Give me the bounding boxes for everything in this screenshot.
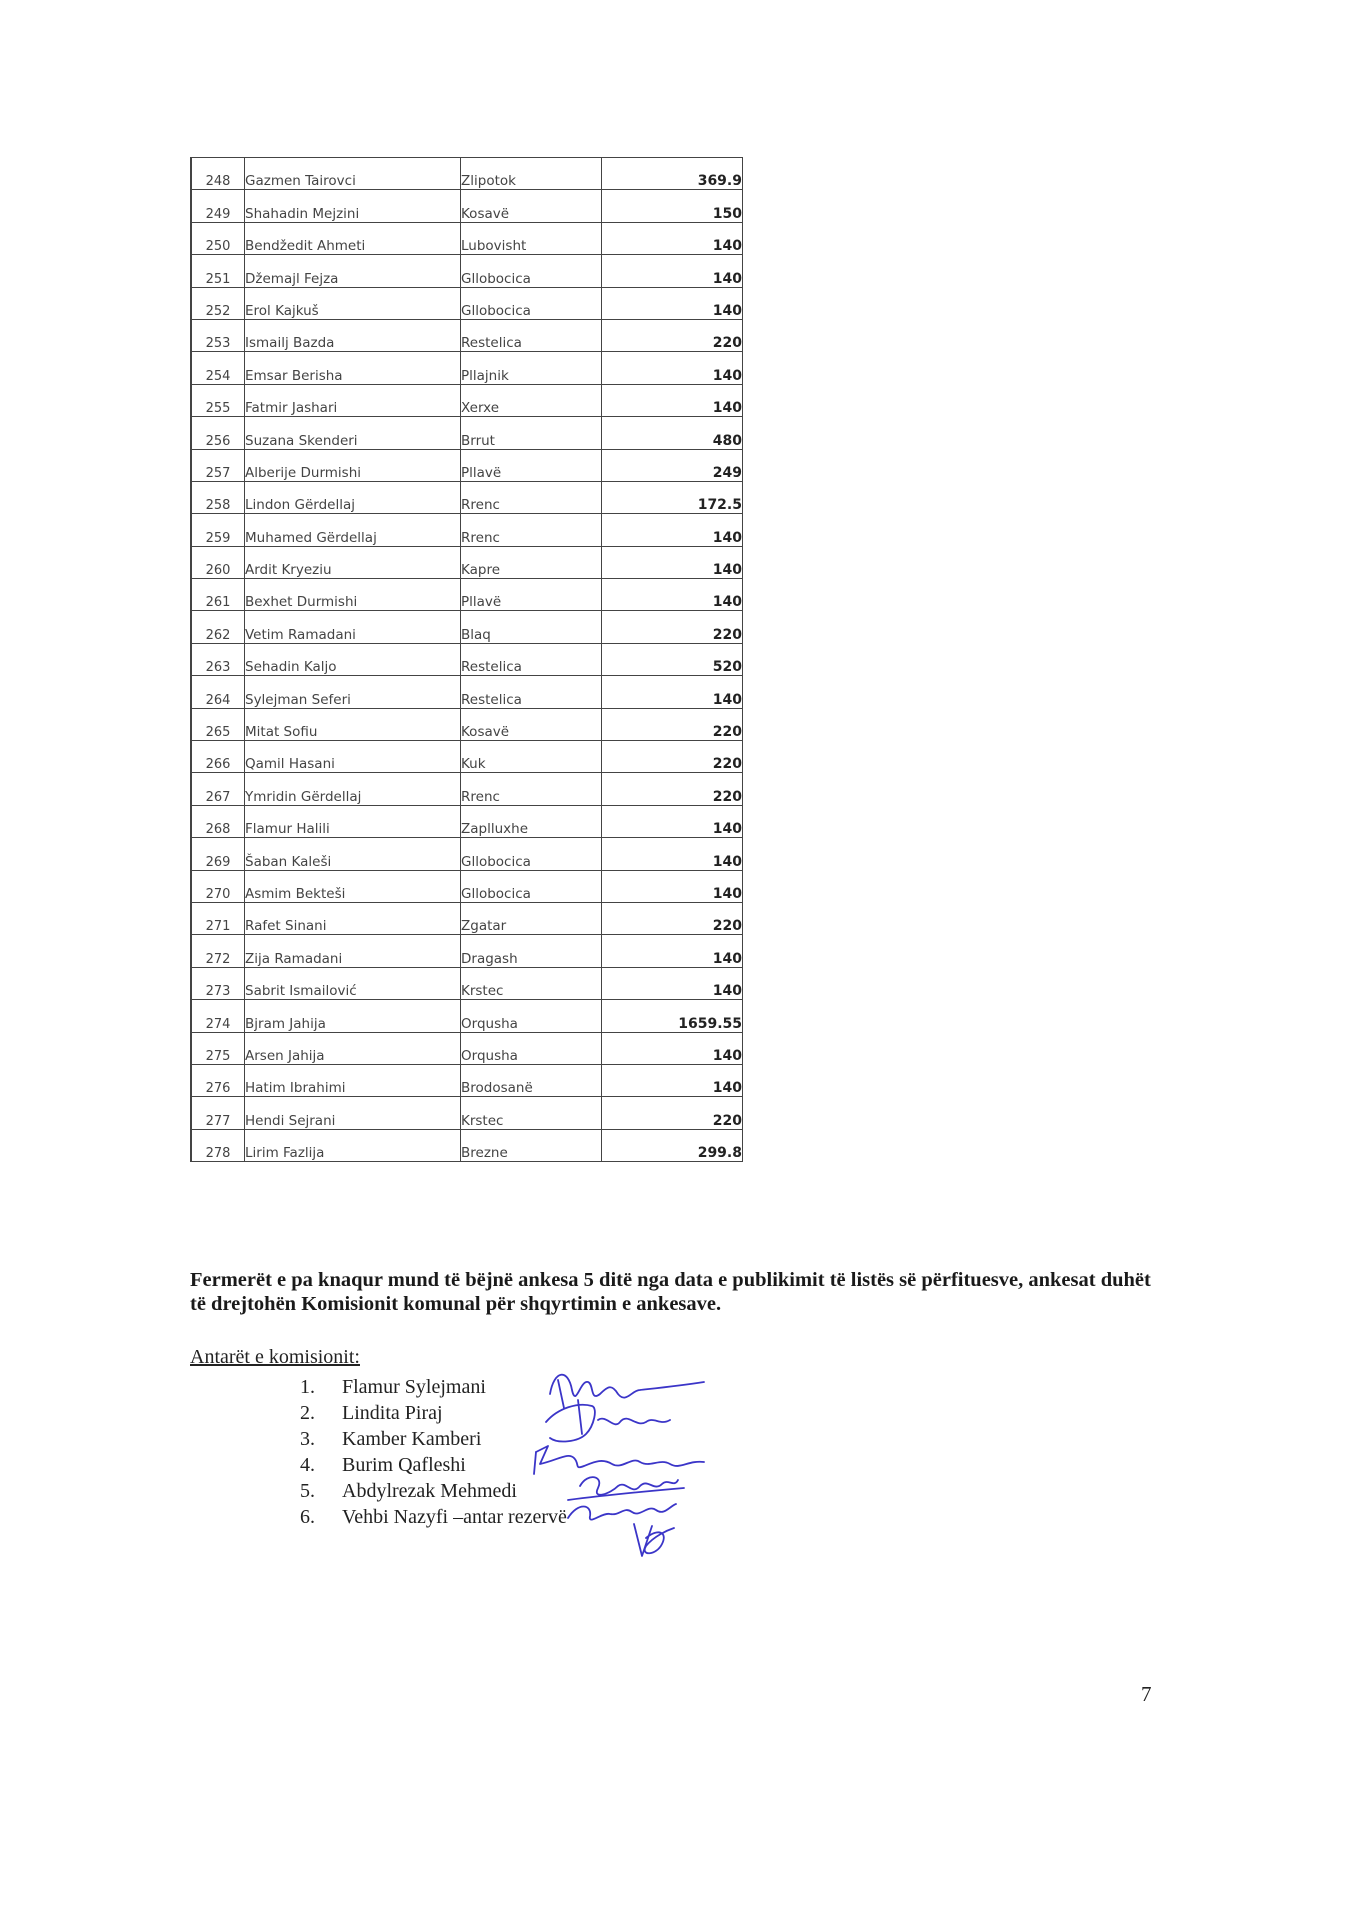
amount-value: 140 [602, 1032, 743, 1064]
table-row [191, 255, 743, 287]
signature-1 [550, 1375, 704, 1398]
beneficiary-name: Šaban Kaleši [245, 838, 461, 870]
amount-value: 140 [602, 838, 743, 870]
village-name: Brrut [461, 417, 602, 449]
amount-value: 220 [602, 319, 743, 351]
amount-value: 249 [602, 449, 743, 481]
table-row [191, 222, 743, 254]
table-row [191, 190, 743, 222]
village-name: Zgatar [461, 902, 602, 934]
beneficiary-name: Fatmir Jashari [245, 384, 461, 416]
amount-value: 480 [602, 417, 743, 449]
row-number: 248 [191, 158, 245, 190]
table-row [191, 481, 743, 513]
member-name: Vehbi Nazyfi –antar rezervë [342, 1506, 567, 1528]
amount-value: 140 [602, 870, 743, 902]
beneficiary-name: Rafet Sinani [245, 902, 461, 934]
beneficiary-name: Bjram Jahija [245, 1000, 461, 1032]
village-name: Rrenc [461, 773, 602, 805]
page-number: 7 [1141, 1682, 1152, 1706]
beneficiary-name: Sehadin Kaljo [245, 643, 461, 675]
table-row [191, 773, 743, 805]
commission-member [300, 1478, 567, 1504]
beneficiary-name: Bexhet Durmishi [245, 579, 461, 611]
village-name: Kosavë [461, 708, 602, 740]
beneficiary-name: Qamil Hasani [245, 741, 461, 773]
member-number: 2. [300, 1402, 315, 1424]
beneficiary-name: Džemajl Fejza [245, 255, 461, 287]
commission-member [300, 1452, 567, 1478]
table-row [191, 1032, 743, 1064]
row-number: 250 [191, 222, 245, 254]
row-number: 254 [191, 352, 245, 384]
village-name: Restelica [461, 676, 602, 708]
beneficiary-name: Muhamed Gërdellaj [245, 514, 461, 546]
village-name: Pllavë [461, 579, 602, 611]
amount-value: 140 [602, 255, 743, 287]
village-name: Orqusha [461, 1032, 602, 1064]
beneficiary-name: Hendi Sejrani [245, 1097, 461, 1129]
village-name: Restelica [461, 643, 602, 675]
beneficiary-name: Gazmen Tairovci [245, 158, 461, 190]
village-name: Gllobocica [461, 287, 602, 319]
member-number: 6. [300, 1506, 315, 1528]
amount-value: 140 [602, 1064, 743, 1096]
amount-value: 150 [602, 190, 743, 222]
beneficiary-name: Zija Ramadani [245, 935, 461, 967]
table-row [191, 708, 743, 740]
table-row [191, 287, 743, 319]
table-row [191, 676, 743, 708]
table-row [191, 1129, 743, 1161]
village-name: Zaplluxhe [461, 805, 602, 837]
beneficiaries-table-body [191, 158, 743, 1162]
table-row [191, 1097, 743, 1129]
row-number: 269 [191, 838, 245, 870]
beneficiary-name: Lindon Gërdellaj [245, 481, 461, 513]
row-number: 256 [191, 417, 245, 449]
amount-value: 140 [602, 967, 743, 999]
table-row [191, 1000, 743, 1032]
row-number: 258 [191, 481, 245, 513]
amount-value: 140 [602, 287, 743, 319]
beneficiary-name: Suzana Skenderi [245, 417, 461, 449]
table-row [191, 449, 743, 481]
beneficiary-name: Arsen Jahija [245, 1032, 461, 1064]
member-name: Kamber Kamberi [342, 1428, 482, 1450]
row-number: 265 [191, 708, 245, 740]
village-name: Zlipotok [461, 158, 602, 190]
row-number: 253 [191, 319, 245, 351]
village-name: Kosavë [461, 190, 602, 222]
amount-value: 220 [602, 773, 743, 805]
amount-value: 140 [602, 579, 743, 611]
table-row [191, 902, 743, 934]
table-row [191, 838, 743, 870]
beneficiary-name: Asmim Bekteši [245, 870, 461, 902]
table-row [191, 1064, 743, 1096]
row-number: 275 [191, 1032, 245, 1064]
village-name: Brezne [461, 1129, 602, 1161]
member-number: 3. [300, 1428, 315, 1450]
row-number: 251 [191, 255, 245, 287]
table-row [191, 643, 743, 675]
beneficiary-name: Flamur Halili [245, 805, 461, 837]
row-number: 268 [191, 805, 245, 837]
village-name: Kapre [461, 546, 602, 578]
row-number: 249 [191, 190, 245, 222]
signatures-image [528, 1360, 788, 1560]
beneficiary-name: Lirim Fazlija [245, 1129, 461, 1161]
member-number: 5. [300, 1480, 315, 1502]
row-number: 261 [191, 579, 245, 611]
row-number: 274 [191, 1000, 245, 1032]
member-number: 1. [300, 1376, 315, 1398]
amount-value: 369.9 [602, 158, 743, 190]
village-name: Lubovisht [461, 222, 602, 254]
village-name: Pllajnik [461, 352, 602, 384]
amount-value: 220 [602, 1097, 743, 1129]
beneficiary-name: Emsar Berisha [245, 352, 461, 384]
village-name: Kuk [461, 741, 602, 773]
table-row [191, 579, 743, 611]
signature-5 [568, 1504, 676, 1520]
table-row [191, 741, 743, 773]
signature-2 [546, 1405, 670, 1442]
village-name: Krstec [461, 967, 602, 999]
village-name: Brodosanë [461, 1064, 602, 1096]
row-number: 272 [191, 935, 245, 967]
table-row [191, 417, 743, 449]
beneficiary-name: Hatim Ibrahimi [245, 1064, 461, 1096]
amount-value: 140 [602, 222, 743, 254]
village-name: Rrenc [461, 481, 602, 513]
row-number: 255 [191, 384, 245, 416]
table-row [191, 870, 743, 902]
row-number: 278 [191, 1129, 245, 1161]
row-number: 257 [191, 449, 245, 481]
table-row [191, 158, 743, 190]
village-name: Krstec [461, 1097, 602, 1129]
village-name: Dragash [461, 935, 602, 967]
row-number: 273 [191, 967, 245, 999]
member-name: Flamur Sylejmani [342, 1376, 486, 1398]
commission-members-list [300, 1374, 567, 1530]
beneficiary-name: Vetim Ramadani [245, 611, 461, 643]
complaint-notice: Fermerët e pa knaqur mund të bëjnë ankesa 5 ditë nga data e publikimit të listës së përfituesve, ankesat duhët të drejtohën Komisionit komunal për shqyrtimin e ankesave. [190, 1269, 1151, 1315]
amount-value: 140 [602, 514, 743, 546]
beneficiary-name: Ismailj Bazda [245, 319, 461, 351]
amount-value: 140 [602, 546, 743, 578]
row-number: 270 [191, 870, 245, 902]
beneficiary-name: Bendžedit Ahmeti [245, 222, 461, 254]
table-row [191, 384, 743, 416]
beneficiaries-table-wrapper [190, 157, 743, 1162]
amount-value: 140 [602, 352, 743, 384]
row-number: 276 [191, 1064, 245, 1096]
village-name: Gllobocica [461, 838, 602, 870]
amount-value: 140 [602, 805, 743, 837]
row-number: 277 [191, 1097, 245, 1129]
row-number: 271 [191, 902, 245, 934]
row-number: 266 [191, 741, 245, 773]
row-number: 264 [191, 676, 245, 708]
table-row [191, 546, 743, 578]
beneficiary-name: Mitat Sofiu [245, 708, 461, 740]
village-name: Gllobocica [461, 870, 602, 902]
amount-value: 172.5 [602, 481, 743, 513]
table-row [191, 352, 743, 384]
amount-value: 220 [602, 741, 743, 773]
beneficiary-name: Erol Kajkuš [245, 287, 461, 319]
commission-member [300, 1400, 567, 1426]
amount-value: 140 [602, 384, 743, 416]
beneficiary-name: Alberije Durmishi [245, 449, 461, 481]
commission-member [300, 1426, 567, 1452]
beneficiary-name: Shahadin Mejzini [245, 190, 461, 222]
commission-members-title: Antarët e komisionit: [190, 1346, 360, 1368]
row-number: 263 [191, 643, 245, 675]
beneficiary-name: Sabrit Ismailović [245, 967, 461, 999]
table-row [191, 805, 743, 837]
member-name: Lindita Piraj [342, 1402, 443, 1424]
row-number: 259 [191, 514, 245, 546]
village-name: Rrenc [461, 514, 602, 546]
amount-value: 140 [602, 935, 743, 967]
member-name: Burim Qafleshi [342, 1454, 466, 1476]
amount-value: 140 [602, 676, 743, 708]
table-row [191, 935, 743, 967]
amount-value: 1659.55 [602, 1000, 743, 1032]
signature-3 [536, 1446, 704, 1467]
beneficiary-name: Sylejman Seferi [245, 676, 461, 708]
amount-value: 220 [602, 902, 743, 934]
signature-4 [580, 1477, 678, 1495]
amount-value: 220 [602, 708, 743, 740]
row-number: 260 [191, 546, 245, 578]
village-name: Pllavë [461, 449, 602, 481]
amount-value: 299.8 [602, 1129, 743, 1161]
amount-value: 220 [602, 611, 743, 643]
table-row [191, 514, 743, 546]
village-name: Orqusha [461, 1000, 602, 1032]
beneficiary-name: Ardit Kryeziu [245, 546, 461, 578]
row-number: 267 [191, 773, 245, 805]
beneficiary-name: Ymridin Gërdellaj [245, 773, 461, 805]
amount-value: 520 [602, 643, 743, 675]
row-number: 252 [191, 287, 245, 319]
row-number: 262 [191, 611, 245, 643]
signature-6 [634, 1524, 674, 1556]
beneficiaries-table [190, 157, 743, 1162]
table-row [191, 611, 743, 643]
village-name: Xerxe [461, 384, 602, 416]
table-row [191, 967, 743, 999]
member-number: 4. [300, 1454, 315, 1476]
member-name: Abdylrezak Mehmedi [342, 1480, 517, 1502]
village-name: Blaq [461, 611, 602, 643]
village-name: Gllobocica [461, 255, 602, 287]
table-row [191, 319, 743, 351]
village-name: Restelica [461, 319, 602, 351]
commission-member [300, 1504, 567, 1530]
commission-member [300, 1374, 567, 1400]
